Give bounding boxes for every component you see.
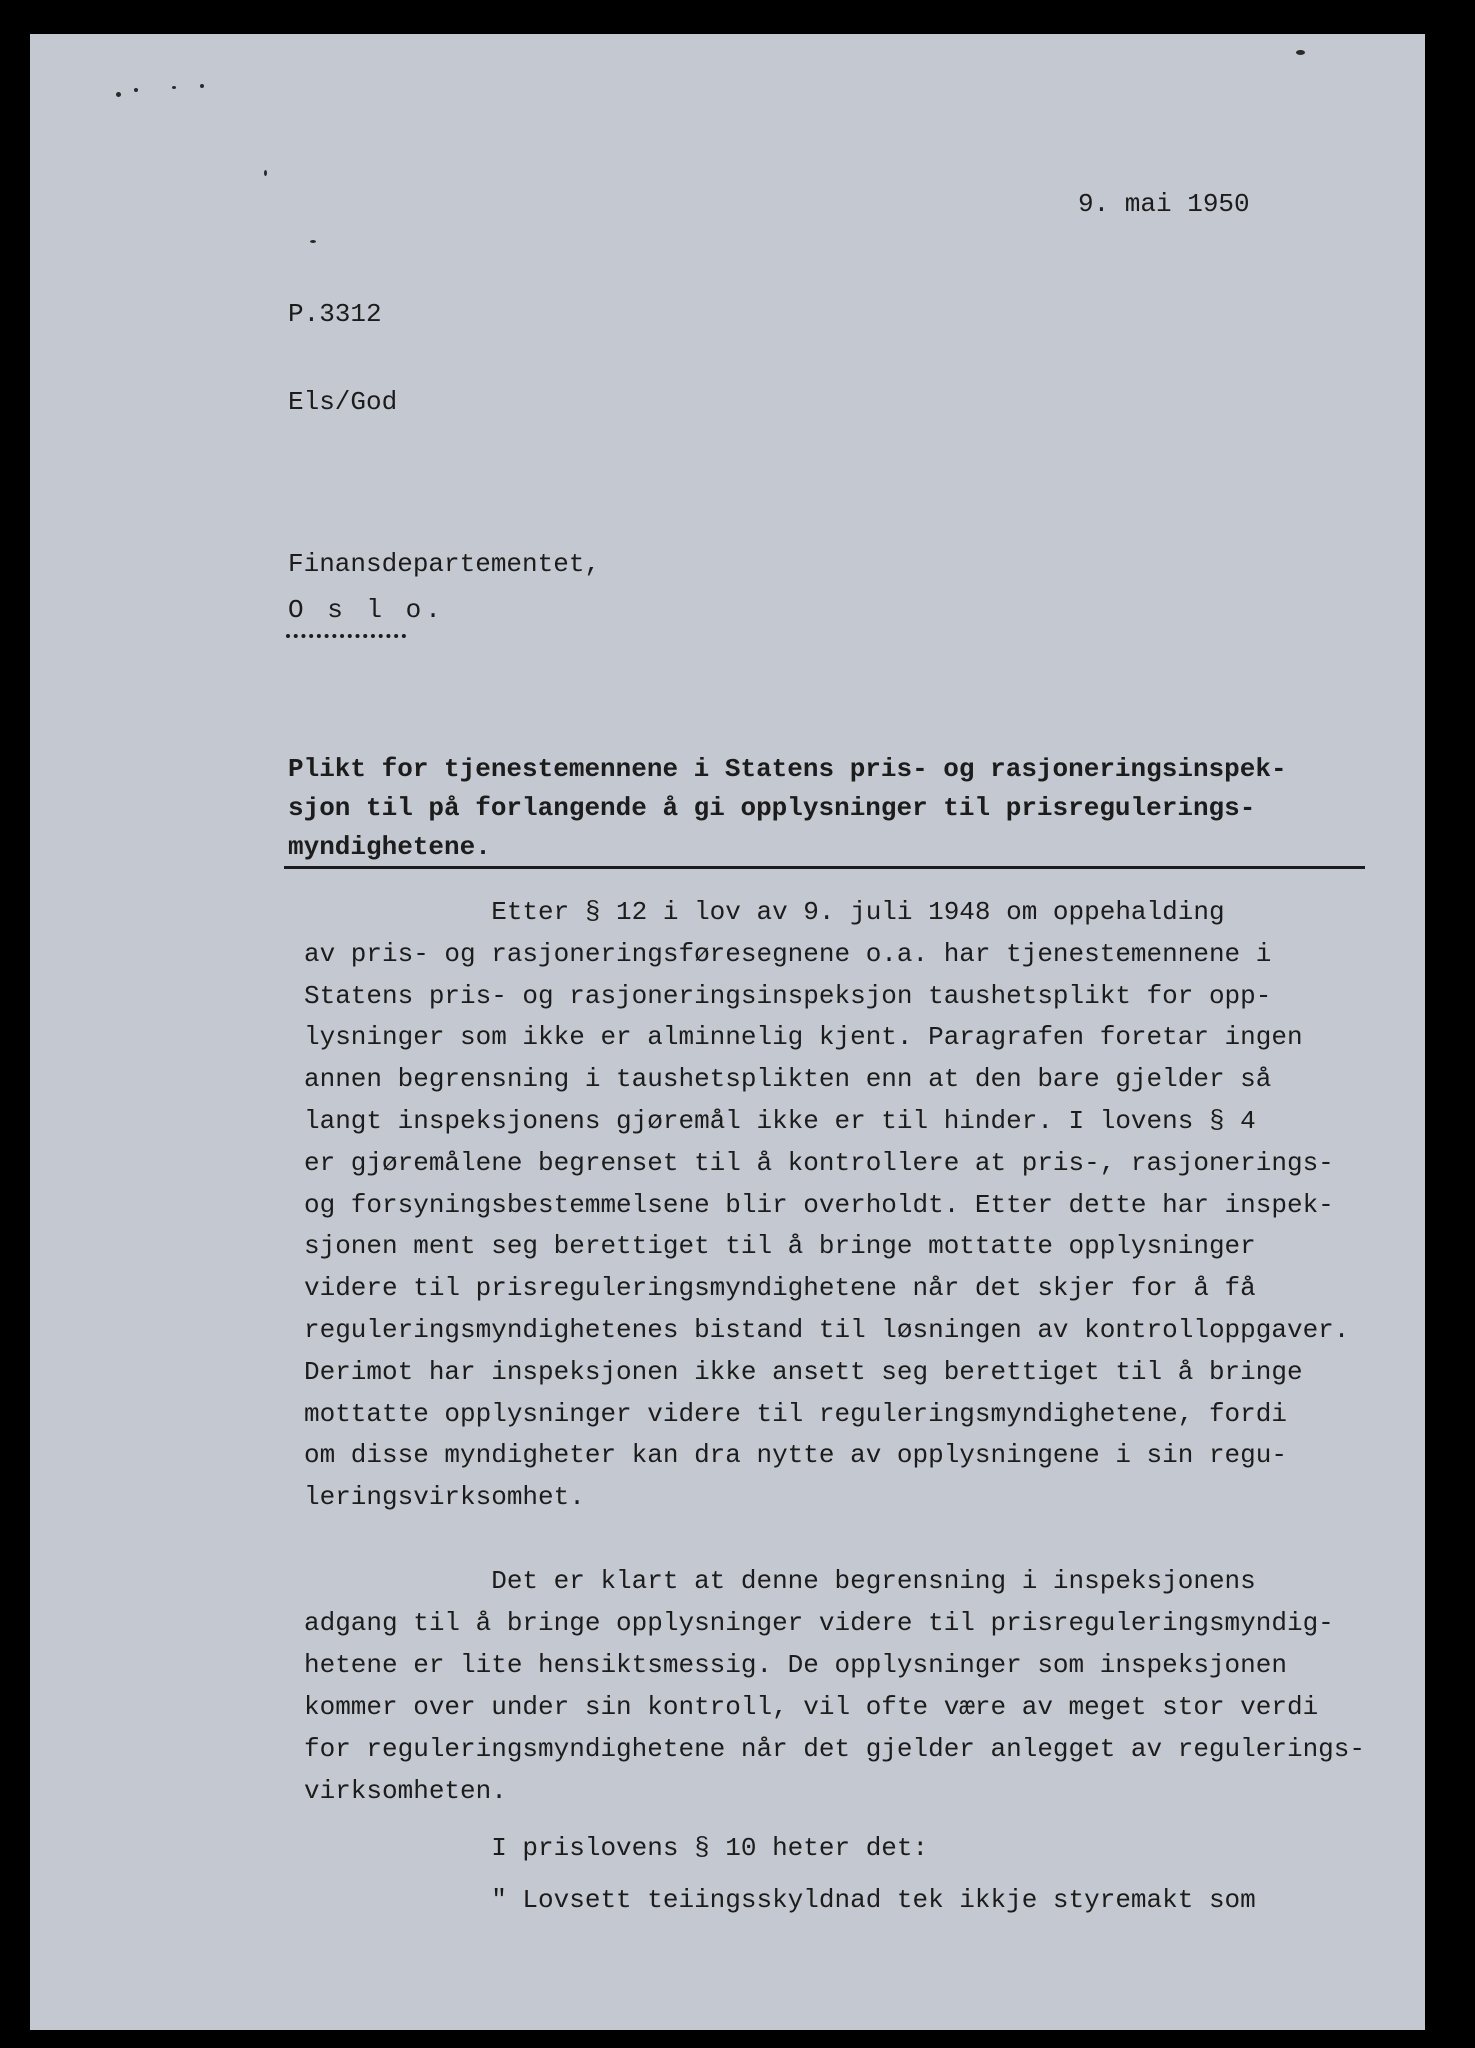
subject-underline — [284, 866, 1365, 869]
recipient-city: O s l o. — [288, 595, 445, 625]
address-dotted-underline — [286, 634, 406, 638]
letter-date: 9. mai 1950 — [1078, 189, 1250, 219]
quotation-start: " Lovsett teiingsskyldnad tek ikkje styremakt som — [304, 1885, 1256, 1915]
reference-number: P.3312 — [288, 299, 382, 329]
ink-speck — [116, 92, 121, 97]
recipient-name: Finansdepartementet, — [288, 549, 601, 579]
ink-speck — [172, 86, 176, 89]
subject-line: Plikt for tjenestemennene i Statens pris- og rasjoneringsinspek- sjon til på forlangende å gi opplysninger til prisregulerings- myndighetene. — [288, 754, 1287, 862]
reference-initials: Els/God — [288, 387, 398, 417]
ink-speck — [310, 240, 316, 243]
ink-speck — [264, 170, 267, 176]
body-paragraph-1: Etter § 12 i lov av 9. juli 1948 om oppehalding av pris- og rasjoneringsføresegnene o.a. har tjenestemennene i Statens pris- og rasjoneringsinspeksjon taushetsplikt for opp- lysninger som ikke er alminnelig kjent. Paragrafen foretar ingen annen begrensning i taushetsplikten enn at den bare gjelder så langt inspeksjonens gjøremål ikke er til hinder. I lovens § 4 er gjøremålene begrenset til å kontrollere at pris-, rasjonerings- og forsyningsbestemmelsene blir overholdt. Etter dette har inspek- sjonen ment seg berettiget til å bringe mottatte opplysninger videre til prisreguleringsmyndighetene når det skjer for å få reguleringsmyndighetenes bistand til løsningen av kontrolloppgaver. Derimot har inspeksjonen ikke ansett seg berettiget til å bringe mottatte opplysninger videre til reguleringsmyndighetene, fordi om disse myndigheter kan dra nytte av opplysningene i sin regu- leringsvirksomhet. — [304, 897, 1350, 1513]
body-paragraph-3: I prislovens § 10 heter det: — [304, 1833, 929, 1863]
letter-page — [30, 34, 1425, 2030]
ink-speck — [134, 88, 138, 92]
ink-speck — [1296, 50, 1305, 55]
body-paragraph-2: Det er klart at denne begrensning i inspeksjonens adgang til å bringe opplysninger videre til prisreguleringsmyndig- hetene er lite hensiktsmessig. De opplysninger som inspeksjonen kommer over under sin kontroll, vil ofte være av meget stor verdi for reguleringsmyndighetene når det gjelder anlegget av regulerings- virksomheten. — [304, 1566, 1365, 1806]
ink-speck — [200, 84, 204, 88]
